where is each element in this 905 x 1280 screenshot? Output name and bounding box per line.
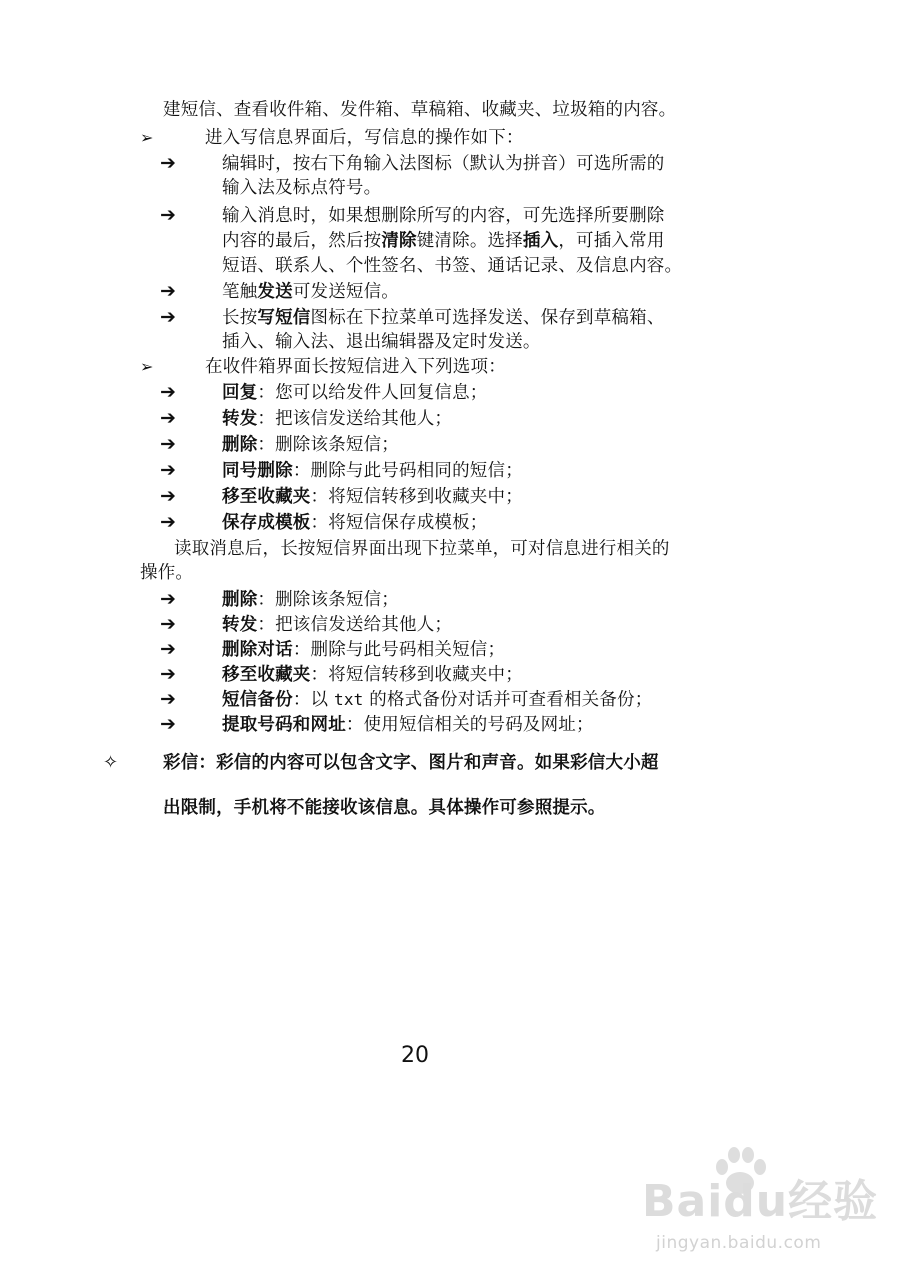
text-line: 进入写信息界面后，写信息的操作如下： xyxy=(205,128,524,148)
arrow-bullet-icon: ➔ xyxy=(160,638,176,660)
text-run: ：把该信发送给其他人； xyxy=(257,409,453,429)
bold-term: 短信备份 xyxy=(222,690,293,710)
arrow-bullet-icon: ➔ xyxy=(160,433,176,455)
text-run: 笔触 xyxy=(222,282,258,302)
text-run: ：使用短信相关的号码及网址； xyxy=(345,715,594,735)
text-run: ：删除该条短信； xyxy=(257,590,400,610)
bold-term: 写短信 xyxy=(257,308,311,328)
bold-term: 移至收藏夹 xyxy=(222,487,311,507)
text-run: 的格式备份对话并可查看相关备份； xyxy=(363,690,653,710)
arrow-bullet-icon: ➔ xyxy=(160,381,176,403)
text-run: ：删除与此号码相关短信； xyxy=(292,640,506,660)
text-line xyxy=(222,663,523,687)
text-run: ：以 xyxy=(292,690,334,710)
arrow-bullet-icon: ➔ xyxy=(160,407,176,429)
bold-term: 删除 xyxy=(222,590,258,610)
text-line: 短语、联系人、个性签名、书签、通话记录、及信息内容。 xyxy=(222,256,683,276)
text-line: 彩信：彩信的内容可以包含文字、图片和声音。如果彩信大小超 xyxy=(163,753,659,773)
arrow-bullet-icon: ➔ xyxy=(160,280,176,302)
arrow-bullet-icon: ➔ xyxy=(160,663,176,685)
text-line: 读取消息后，长按短信界面出现下拉菜单，可对信息进行相关的 xyxy=(174,539,670,559)
text-run: ：删除与此号码相同的短信； xyxy=(292,461,523,481)
bold-term: 提取号码和网址 xyxy=(222,715,346,735)
text-run: 内容的最后，然后按 xyxy=(222,231,382,251)
text-line xyxy=(222,381,488,405)
bold-term: 保存成模板 xyxy=(222,513,311,533)
text-run: 键清除。选择 xyxy=(416,231,523,251)
text-line xyxy=(222,306,665,330)
arrow-bullet-icon: ➔ xyxy=(160,511,176,533)
diamond-bullet-icon: ✧ xyxy=(103,752,119,773)
text-line xyxy=(222,485,523,509)
text-line xyxy=(222,613,452,637)
text-line: 输入法及标点符号。 xyxy=(222,178,382,198)
baidu-watermark xyxy=(642,1145,892,1270)
watermark-url: jingyan.baidu.com xyxy=(656,1233,822,1253)
arrow-bullet-icon: ➔ xyxy=(160,485,176,507)
bold-term: 转发 xyxy=(222,409,258,429)
text-line xyxy=(222,638,505,662)
arrow-bullet-icon: ➔ xyxy=(160,713,176,735)
triangle-bullet-icon: ➢ xyxy=(140,128,154,147)
text-line: 出限制，手机将不能接收该信息。具体操作可参照提示。 xyxy=(163,798,606,818)
text-line: 编辑时，按右下角输入法图标（默认为拼音）可选所需的 xyxy=(222,154,665,174)
text-line xyxy=(222,280,399,304)
text-run: ：删除该条短信； xyxy=(257,435,400,455)
text-line xyxy=(222,433,399,457)
bold-term: 同号删除 xyxy=(222,461,293,481)
text-line: 插入、输入法、退出编辑器及定时发送。 xyxy=(222,332,541,352)
triangle-bullet-icon: ➢ xyxy=(140,357,154,376)
text-run: ：将短信保存成模板； xyxy=(310,513,488,533)
bold-term: 移至收藏夹 xyxy=(222,665,311,685)
text-line xyxy=(222,407,452,431)
text-run: ：把该信发送给其他人； xyxy=(257,615,453,635)
bold-term: 删除对话 xyxy=(222,640,293,660)
text-run: txt xyxy=(333,690,364,709)
arrow-bullet-icon: ➔ xyxy=(160,152,176,174)
bold-term: 转发 xyxy=(222,615,258,635)
arrow-bullet-icon: ➔ xyxy=(160,688,176,710)
bold-term: 回复 xyxy=(222,383,258,403)
text-run: ：您可以给发件人回复信息； xyxy=(257,383,488,403)
page-number: 20 xyxy=(401,1043,429,1068)
text-line: 建短信、查看收件箱、发件箱、草稿箱、收藏夹、垃圾箱的内容。 xyxy=(163,100,677,120)
text-run: 图标在下拉菜单可选择发送、保存到草稿箱、 xyxy=(310,308,665,328)
bold-term: 发送 xyxy=(257,282,293,302)
arrow-bullet-icon: ➔ xyxy=(160,204,176,226)
text-line: 输入消息时，如果想删除所写的内容，可先选择所要删除 xyxy=(222,206,665,226)
text-line xyxy=(222,588,399,612)
text-line xyxy=(222,688,652,712)
text-line xyxy=(222,511,488,535)
text-line: 操作。 xyxy=(140,563,194,583)
arrow-bullet-icon: ➔ xyxy=(160,306,176,328)
text-line: 在收件箱界面长按短信进入下列选项： xyxy=(205,357,506,377)
bold-term: 插入 xyxy=(522,231,559,251)
text-line xyxy=(222,713,594,737)
arrow-bullet-icon: ➔ xyxy=(160,588,176,610)
arrow-bullet-icon: ➔ xyxy=(160,459,176,481)
text-run: 可发送短信。 xyxy=(292,282,400,302)
text-run: ：将短信转移到收藏夹中； xyxy=(310,487,523,507)
text-run: ，可插入常用 xyxy=(558,231,665,251)
text-run: ：将短信转移到收藏夹中； xyxy=(310,665,523,685)
text-line xyxy=(222,459,523,483)
watermark-logo: Baidu经验 xyxy=(642,1176,879,1227)
text-run: 长按 xyxy=(222,308,258,328)
text-line xyxy=(222,229,665,253)
bold-term: 清除 xyxy=(381,231,417,251)
arrow-bullet-icon: ➔ xyxy=(160,613,176,635)
bold-term: 删除 xyxy=(222,435,258,455)
